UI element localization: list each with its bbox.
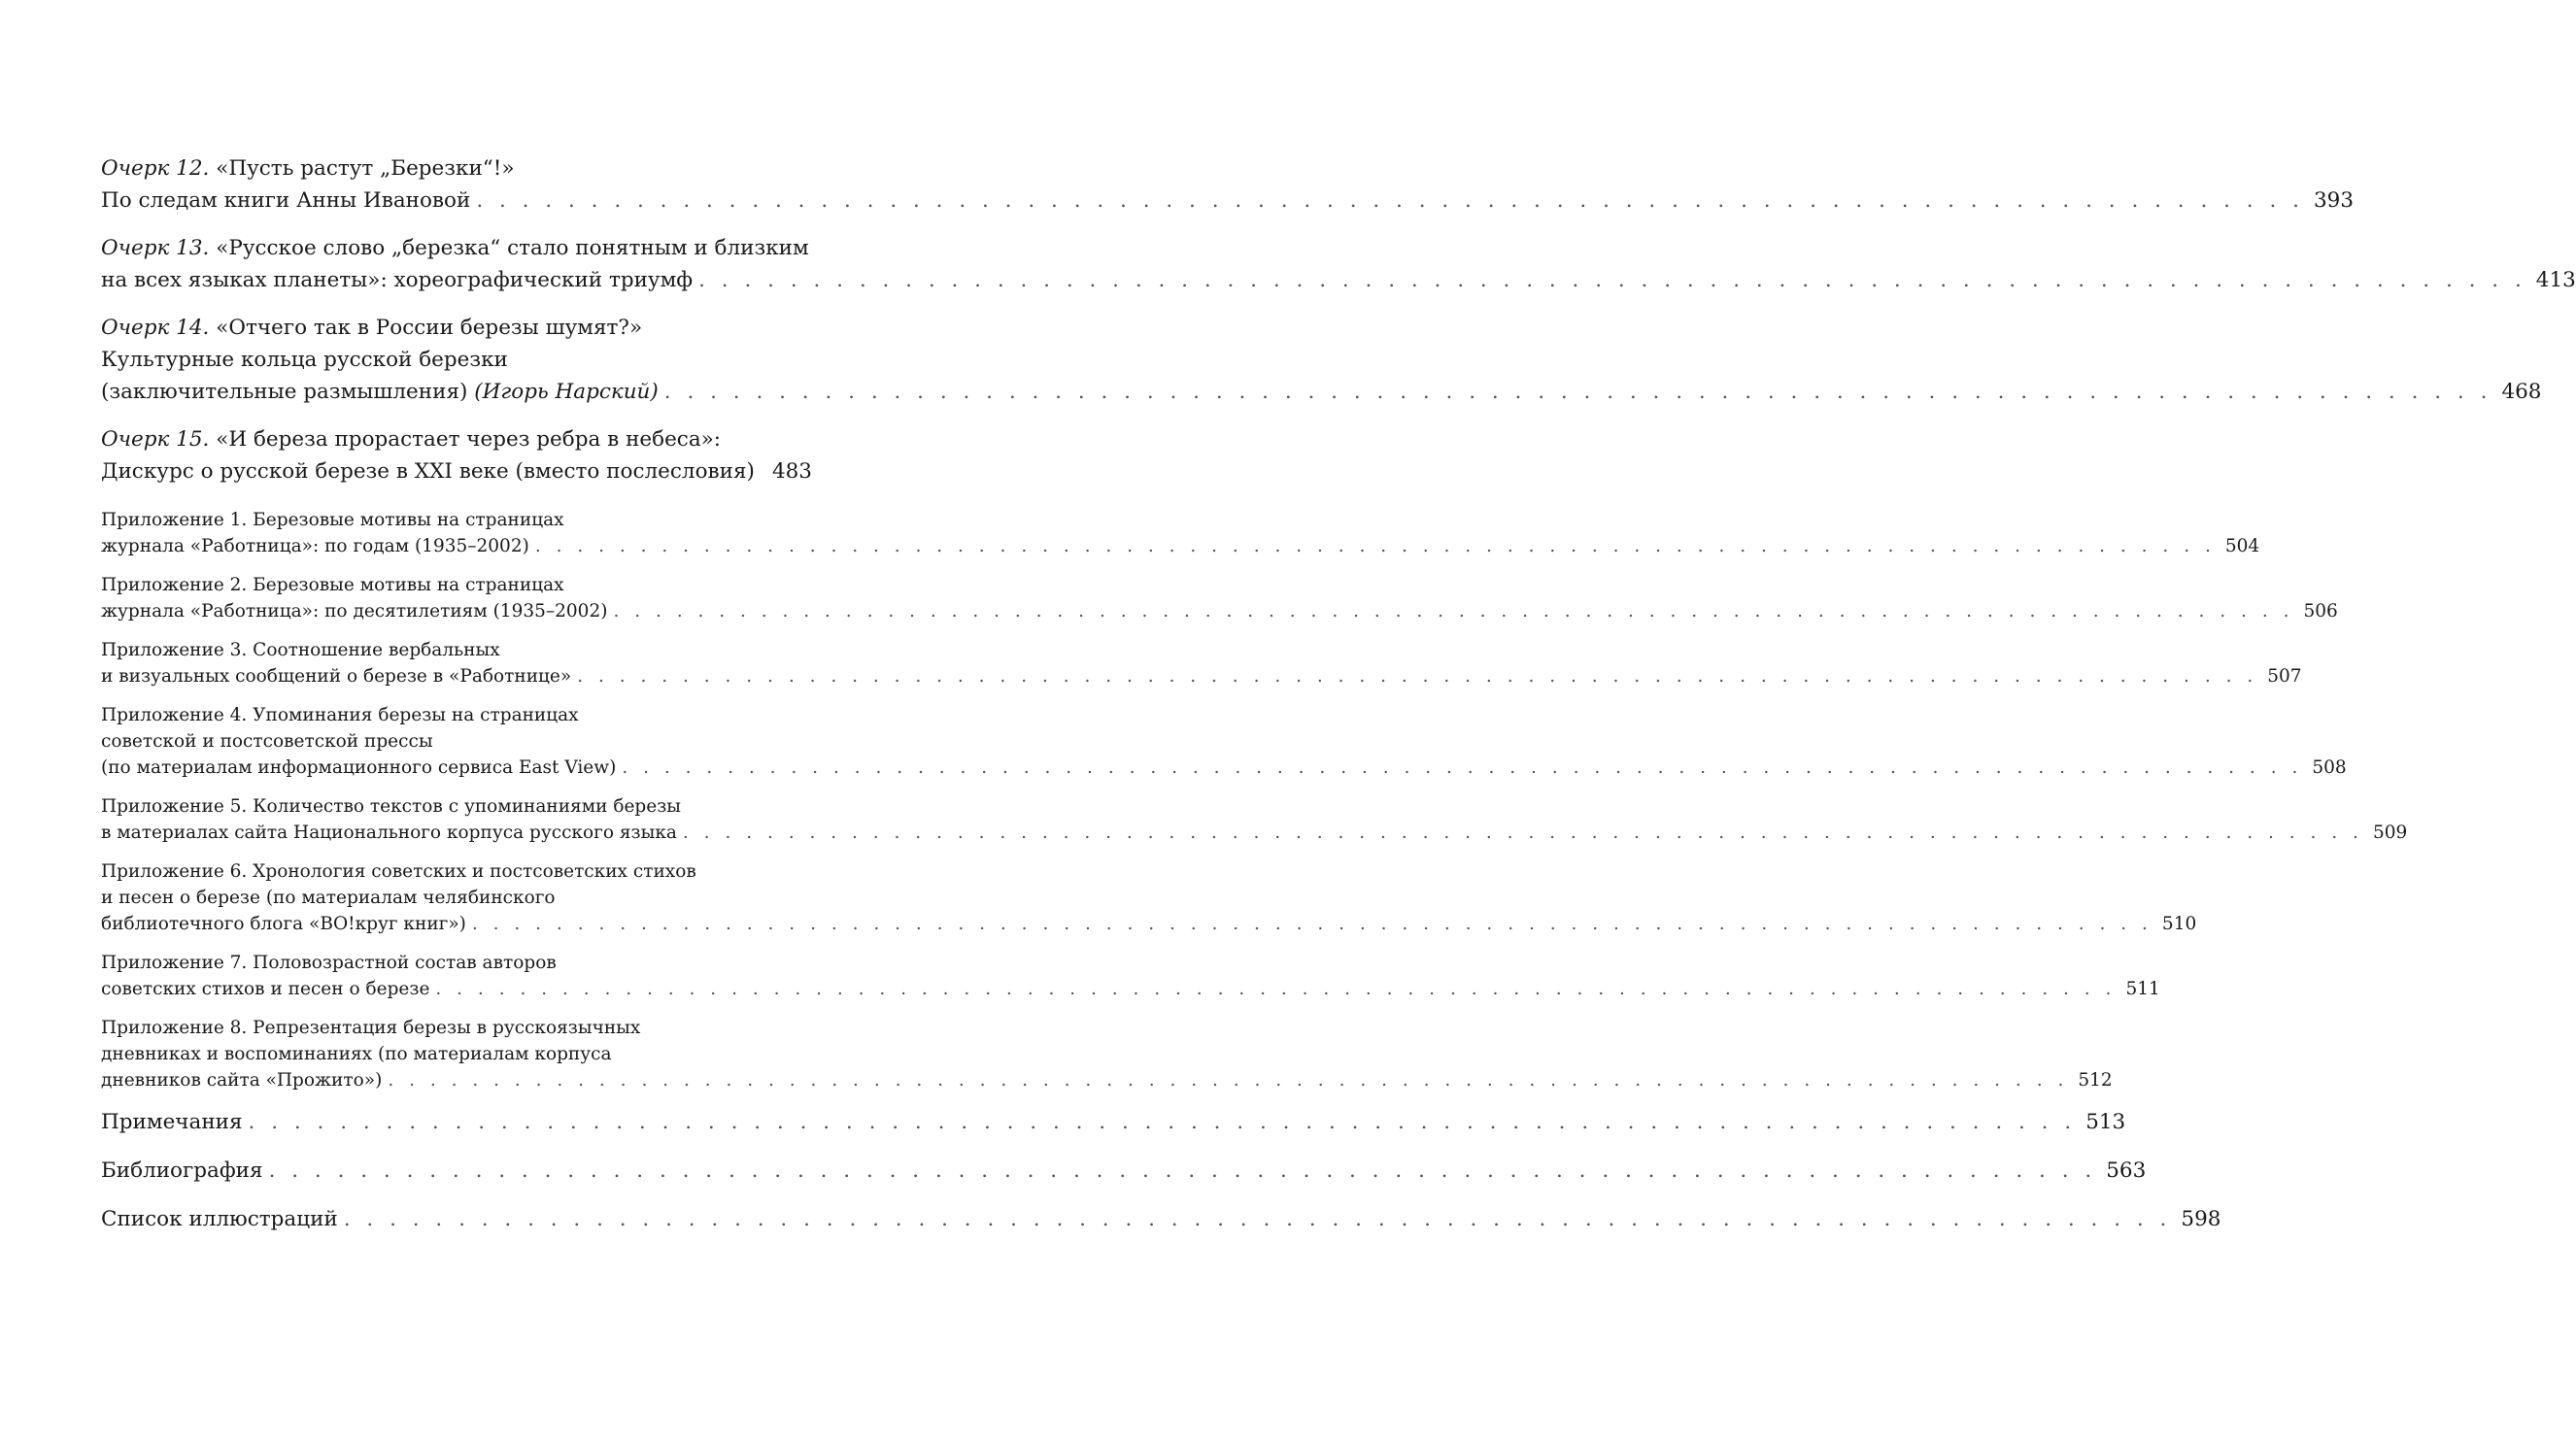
table-of-contents bbox=[101, 152, 2576, 1252]
essay-label: Очерк 13. bbox=[101, 236, 210, 260]
page-number: 483 bbox=[771, 459, 812, 484]
dot-leader: . . . . . . . . . . . . . . . . . . . . . . . . . . . . . . . . . . . . . . . . . . . . . . . . . . . . . . . . . . . . . . . . . . . . . . . . . . . . . . . . bbox=[268, 1159, 2097, 1183]
toc-entry-illustrations[interactable] bbox=[101, 1203, 2221, 1235]
toc-entry-essay-14[interactable] bbox=[101, 312, 2542, 408]
appendix-title: Приложение 2. Березовые мотивы на страницах bbox=[101, 575, 564, 595]
page-number: 468 bbox=[2501, 380, 2542, 404]
dot-leader: . . . . . . . . . . . . . . . . . . . . . . . . . . . . . . . . . . . . . . . . . . . . . . . . . . . . . . . . . . . . . . . . . . . . . . . . . . . . . . . . bbox=[622, 757, 2303, 778]
essay-title: «Пусть растут „Березки“!» bbox=[216, 156, 515, 181]
appendix-title-last: в материалах сайта Национального корпуса русского языка bbox=[101, 823, 677, 843]
toc-entry-appendix-4[interactable] bbox=[101, 702, 2347, 781]
appendix-title: Приложение 4. Упоминания березы на страницах bbox=[101, 705, 579, 725]
appendix-title: дневниках и воспоминаниях (по материалам корпуса bbox=[101, 1044, 612, 1064]
toc-entry-essay-13[interactable] bbox=[101, 232, 2576, 296]
essay-subtitle: Дискурс о русской березе в XXI веке (вместо послесловия) bbox=[101, 459, 755, 484]
toc-entry-essay-12[interactable] bbox=[101, 152, 2355, 217]
appendix-title-last: библиотечного блога «ВО!круг книг») bbox=[101, 914, 466, 934]
essay-label: Очерк 12. bbox=[101, 156, 210, 181]
dot-leader: . . . . . . . . . . . . . . . . . . . . . . . . . . . . . . . . . . . . . . . . . . . . . . . . . . . . . . . . . . . . . . . . . . . . . . . . . . . . . . . . bbox=[682, 823, 2363, 843]
appendix-title: Приложение 3. Соотношение вербальных bbox=[101, 640, 500, 660]
entry-line bbox=[101, 232, 812, 264]
dot-leader: . . . . . . . . . . . . . . . . . . . . . . . . . . . . . . . . . . . . . . . . . . . . . . . . . . . . . . . . . . . . . . . . . . . . . . . . . . . . . . . . bbox=[534, 536, 2216, 556]
page-number: 563 bbox=[2106, 1159, 2147, 1183]
essay-title: «И береза прорастает через ребра в небеса»: bbox=[216, 427, 722, 452]
toc-entry-appendix-7[interactable] bbox=[101, 950, 2160, 1002]
appendix-title: Приложение 1. Березовые мотивы на страницах bbox=[101, 510, 564, 530]
appendix-title: советской и постсоветской прессы bbox=[101, 731, 433, 752]
essay-label: Очерк 14. bbox=[101, 316, 210, 340]
appendix-title-last: и визуальных сообщений о березе в «Работнице» bbox=[101, 666, 572, 687]
appendix-title-last: журнала «Работница»: по годам (1935–2002) bbox=[101, 536, 529, 556]
toc-entry-bibliography[interactable] bbox=[101, 1155, 2147, 1187]
appendix-title: и песен о березе (по материалам челябинского bbox=[101, 888, 556, 908]
essay-subtitle-cont: (заключительные размышления) bbox=[101, 380, 468, 404]
section-title: Список иллюстраций bbox=[101, 1207, 338, 1231]
page-number: 513 bbox=[2085, 1110, 2126, 1134]
toc-entry-appendix-1[interactable] bbox=[101, 507, 2260, 559]
appendix-title-last: (по материалам информационного сервиса East View) bbox=[101, 757, 617, 778]
essay-label: Очерк 15. bbox=[101, 427, 210, 452]
dot-leader: . . . . . . . . . . . . . . . . . . . . . . . . . . . . . . . . . . . . . . . . . . . . . . . . . . . . . . . . . . . . . . . . . . . . . . . . . . . . . . . . bbox=[663, 380, 2492, 404]
appendix-title-last: советских стихов и песен о березе bbox=[101, 979, 430, 999]
dot-leader: . . . . . . . . . . . . . . . . . . . . . . . . . . . . . . . . . . . . . . . . . . . . . . . . . . . . . . . . . . . . . . . . . . . . . . . . . . . . . . . . bbox=[476, 188, 2304, 213]
essay-author: (Игорь Нарский) bbox=[474, 380, 659, 404]
essay-subtitle: По следам книги Анны Ивановой bbox=[101, 188, 471, 213]
page-number: 508 bbox=[2312, 757, 2347, 778]
appendix-title: Приложение 5. Количество текстов с упоминаниями березы bbox=[101, 796, 682, 817]
appendix-title: Приложение 6. Хронология советских и постсоветских стихов bbox=[101, 861, 696, 882]
essay-title: «Русское слово „березка“ стало понятным и близким bbox=[216, 236, 809, 260]
entry-line bbox=[101, 152, 812, 185]
entry-line bbox=[101, 423, 812, 455]
toc-entry-appendix-5[interactable] bbox=[101, 793, 2408, 846]
entry-line bbox=[101, 312, 812, 344]
dot-leader: . . . . . . . . . . . . . . . . . . . . . . . . . . . . . . . . . . . . . . . . . . . . . . . . . . . . . . . . . . . . . . . . . . . . . . . . . . . . . . . . bbox=[343, 1207, 2172, 1231]
page-number: 510 bbox=[2161, 914, 2197, 934]
entry-line bbox=[101, 344, 812, 376]
entry-line bbox=[101, 264, 2576, 296]
dot-leader: . . . . . . . . . . . . . . . . . . . . . . . . . . . . . . . . . . . . . . . . . . . . . . . . . . . . . . . . . . . . . . . . . . . . . . . . . . . . . . . . bbox=[698, 268, 2526, 292]
page-number: 506 bbox=[2303, 601, 2338, 621]
page-number: 393 bbox=[2313, 188, 2355, 213]
appendix-title: Приложение 7. Половозрастной состав авторов bbox=[101, 953, 557, 973]
dot-leader: . . . . . . . . . . . . . . . . . . . . . . . . . . . . . . . . . . . . . . . . . . . . . . . . . . . . . . . . . . . . . . . . . . . . . . . . . . . . . . . . bbox=[248, 1110, 2077, 1134]
toc-entry-appendix-8[interactable] bbox=[101, 1015, 2113, 1093]
entry-line bbox=[101, 455, 812, 487]
page-number: 509 bbox=[2372, 823, 2408, 843]
toc-entry-appendix-6[interactable] bbox=[101, 858, 2197, 937]
toc-entry-appendix-2[interactable] bbox=[101, 572, 2338, 624]
page-number: 512 bbox=[2078, 1070, 2113, 1091]
essay-subtitle: на всех языках планеты»: хореографический триумф bbox=[101, 268, 694, 292]
dot-leader: . . . . . . . . . . . . . . . . . . . . . . . . . . . . . . . . . . . . . . . . . . . . . . . . . . . . . . . . . . . . . . . . . . . . . . . . . . . . . . . . bbox=[388, 1070, 2069, 1091]
dot-leader: . . . . . . . . . . . . . . . . . . . . . . . . . . . . . . . . . . . . . . . . . . . . . . . . . . . . . . . . . . . . . . . . . . . . . . . . . . . . . . . . bbox=[613, 601, 2294, 621]
toc-entry-appendix-3[interactable] bbox=[101, 637, 2302, 689]
section-title: Библиография bbox=[101, 1159, 263, 1183]
entry-line bbox=[101, 376, 2542, 408]
toc-entry-essay-15[interactable] bbox=[101, 423, 812, 487]
entry-line bbox=[101, 185, 2355, 217]
page-number: 511 bbox=[2125, 979, 2160, 999]
essay-subtitle: Культурные кольца русской березки bbox=[101, 348, 508, 372]
section-title: Примечания bbox=[101, 1110, 243, 1134]
toc-entry-notes[interactable] bbox=[101, 1106, 2126, 1138]
essay-title: «Отчего так в России березы шумят?» bbox=[216, 316, 643, 340]
appendix-title-last: журнала «Работница»: по десятилетиям (1935–2002) bbox=[101, 601, 608, 621]
dot-leader: . . . . . . . . . . . . . . . . . . . . . . . . . . . . . . . . . . . . . . . . . . . . . . . . . . . . . . . . . . . . . . . . . . . . . . . . . . . . . . . . bbox=[435, 979, 2117, 999]
page-number: 413 bbox=[2535, 268, 2576, 292]
dot-leader: . . . . . . . . . . . . . . . . . . . . . . . . . . . . . . . . . . . . . . . . . . . . . . . . . . . . . . . . . . . . . . . . . . . . . . . . . . . . . . . . bbox=[471, 914, 2152, 934]
page-number: 598 bbox=[2181, 1207, 2221, 1231]
page-number: 504 bbox=[2224, 536, 2260, 556]
dot-leader: . . . . . . . . . . . . . . . . . . . . . . . . . . . . . . . . . . . . . . . . . . . . . . . . . . . . . . . . . . . . . . . . . . . . . . . . . . . . . . . . bbox=[577, 666, 2258, 687]
page-number: 507 bbox=[2267, 666, 2302, 687]
appendix-title-last: дневников сайта «Прожито») bbox=[101, 1070, 383, 1091]
appendix-title: Приложение 8. Репрезентация березы в русскоязычных bbox=[101, 1018, 641, 1038]
